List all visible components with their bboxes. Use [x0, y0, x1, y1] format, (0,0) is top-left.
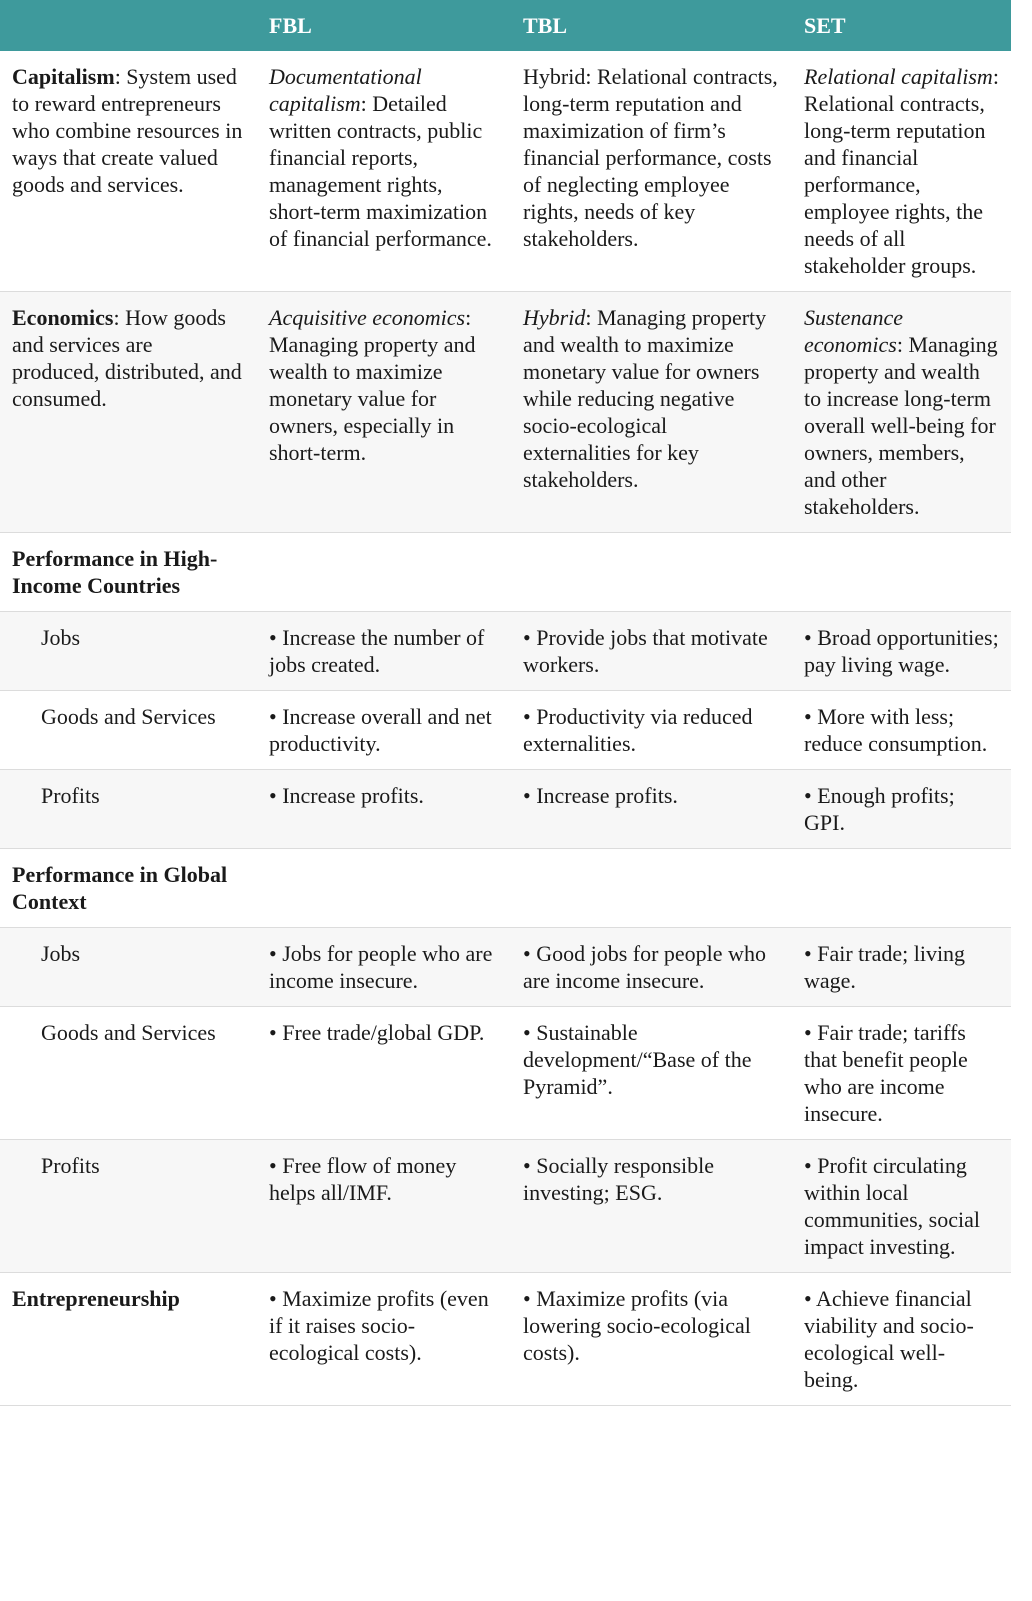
economics-term: Economics: [12, 305, 114, 330]
capitalism-definition: : System used to reward entrepreneurs who combine resources in ways that create valued goods and services.: [12, 64, 243, 197]
cell-fbl: • Increase the number of jobs created.: [257, 612, 511, 691]
header-tbl: TBL: [511, 0, 792, 51]
economics-definition: : How goods and services are produced, distributed, and consumed.: [12, 305, 242, 411]
cell-tbl: • Sustainable development/“Base of the Pyramid”.: [511, 1007, 792, 1140]
row-capitalism: [0, 51, 1011, 292]
cell-set: • Achieve financial viability and socio-ecological well-being.: [792, 1273, 1011, 1406]
economics-tbl-text: : Managing property and wealth to maximize monetary value for owners while reducing negative socio-ecological externalities for key stakeholders.: [523, 305, 767, 492]
row-high-income-goods: [0, 691, 1011, 770]
row-global-goods: [0, 1007, 1011, 1140]
cell-set: • Enough profits; GPI.: [792, 770, 1011, 849]
row-label: Goods and Services: [0, 1007, 257, 1140]
section-global-title-cell: [0, 849, 257, 928]
cell-fbl: • Increase overall and net productivity.: [257, 691, 511, 770]
cell-fbl: • Free trade/global GDP.: [257, 1007, 511, 1140]
cell-fbl: • Increase profits.: [257, 770, 511, 849]
cell-tbl: • Increase profits.: [511, 770, 792, 849]
row-label: Profits: [0, 770, 257, 849]
cell-tbl: • Good jobs for people who are income insecure.: [511, 928, 792, 1007]
row-entrepreneurship: [0, 1273, 1011, 1406]
economics-set-term: Sustenance economics: [804, 305, 903, 357]
cell-tbl: • Socially responsible investing; ESG.: [511, 1140, 792, 1273]
capitalism-set-cell: [792, 51, 1011, 292]
capitalism-set-term: Relational capitalism: [804, 64, 993, 89]
cell-tbl: • Provide jobs that motivate workers.: [511, 612, 792, 691]
economics-label-cell: [0, 292, 257, 533]
header-blank: [0, 0, 257, 51]
cell-tbl: • Productivity via reduced externalities.: [511, 691, 792, 770]
cell-tbl: • Maximize profits (via lowering socio-ecological costs).: [511, 1273, 792, 1406]
row-label: Goods and Services: [0, 691, 257, 770]
capitalism-set-text: : Relational contracts, long-term reputation and financial performance, employee rights, the needs of all stakeholder groups.: [804, 64, 999, 278]
cell-set: • Fair trade; tariffs that benefit people who are income insecure.: [792, 1007, 1011, 1140]
economics-set-text: : Managing property and wealth to increase long-term overall well-being for owners, members, and other stakeholders.: [804, 332, 998, 519]
economics-tbl-term: Hybrid: [523, 305, 586, 330]
capitalism-fbl-text: : Detailed written contracts, public financial reports, management rights, short-term maximization of financial performance.: [269, 91, 492, 251]
header-set: SET: [792, 0, 1011, 51]
section-global: [0, 849, 1011, 928]
cell-fbl: • Jobs for people who are income insecure.: [257, 928, 511, 1007]
section-high-income-title-cell: [0, 533, 257, 612]
row-global-jobs: [0, 928, 1011, 1007]
row-global-profits: [0, 1140, 1011, 1273]
header-fbl: FBL: [257, 0, 511, 51]
row-label: Profits: [0, 1140, 257, 1273]
row-label: Jobs: [0, 612, 257, 691]
section-global-title: Performance in Global Context: [12, 862, 228, 914]
cell-fbl: • Maximize profits (even if it raises socio-ecological costs).: [257, 1273, 511, 1406]
section-high-income-title: Performance in High-Income Countries: [12, 546, 218, 598]
header-row: [0, 0, 1011, 51]
economics-fbl-text: : Managing property and wealth to maximize monetary value for owners, especially in short-term.: [269, 305, 476, 465]
cell-set: • More with less; reduce consumption.: [792, 691, 1011, 770]
economics-set-cell: [792, 292, 1011, 533]
cell-set: • Profit circulating within local communities, social impact investing.: [792, 1140, 1011, 1273]
cell-fbl: • Free flow of money helps all/IMF.: [257, 1140, 511, 1273]
row-label: Jobs: [0, 928, 257, 1007]
economics-fbl-term: Acquisitive economics: [269, 305, 466, 330]
capitalism-tbl-text: Hybrid: Relational contracts, long-term reputation and maximization of firm’s financial performance, costs of neglecting employee rights, needs of key stakeholders.: [523, 64, 778, 251]
entrepreneurship-label-cell: [0, 1273, 257, 1406]
cell-set: • Broad opportunities; pay living wage.: [792, 612, 1011, 691]
entrepreneurship-term: Entrepreneurship: [12, 1286, 180, 1311]
capitalism-tbl-cell: [511, 51, 792, 292]
section-high-income: [0, 533, 1011, 612]
capitalism-fbl-term: Documentational capitalism: [269, 64, 422, 116]
row-economics: [0, 292, 1011, 533]
cell-set: • Fair trade; living wage.: [792, 928, 1011, 1007]
capitalism-term: Capitalism: [12, 64, 115, 89]
economics-tbl-cell: [511, 292, 792, 533]
row-high-income-profits: [0, 770, 1011, 849]
row-high-income-jobs: [0, 612, 1011, 691]
capitalism-label-cell: [0, 51, 257, 292]
economics-fbl-cell: [257, 292, 511, 533]
capitalism-fbl-cell: [257, 51, 511, 292]
